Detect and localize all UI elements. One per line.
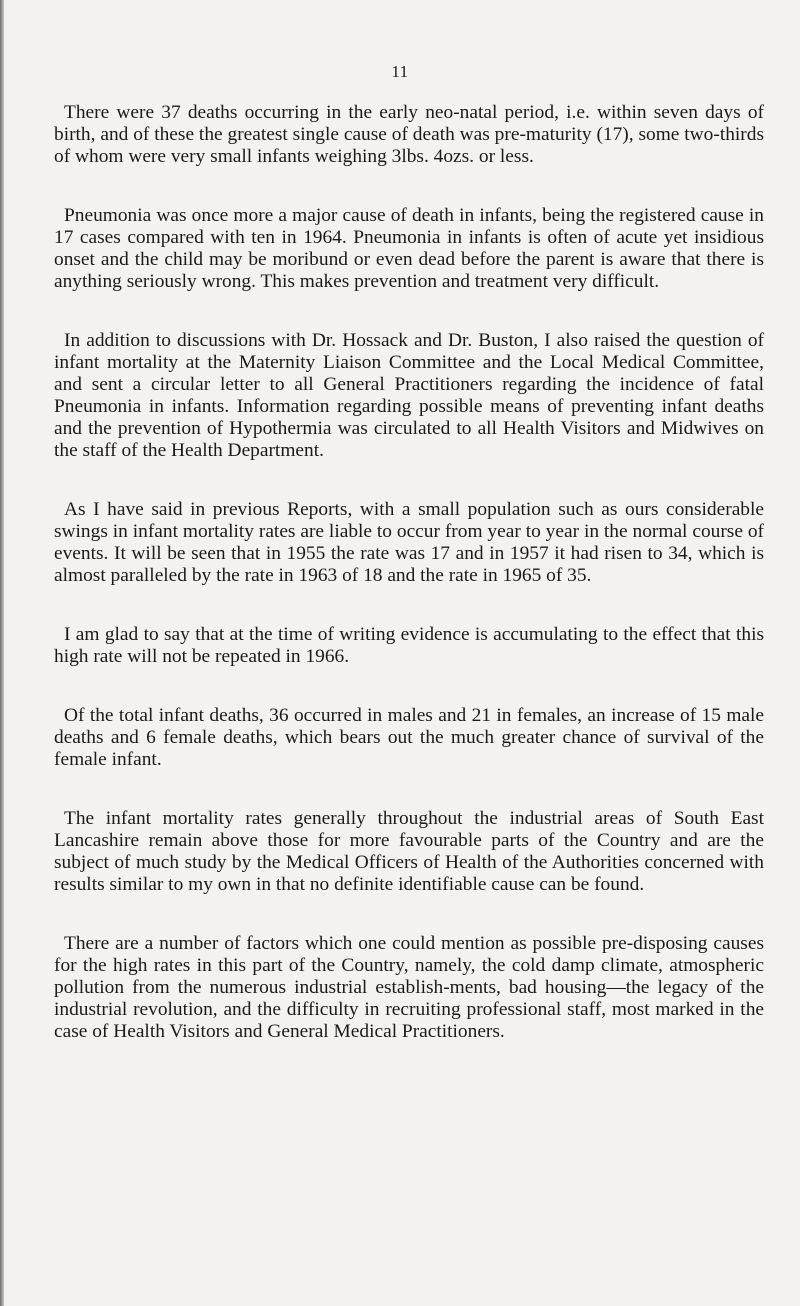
paragraph-predisposing-factors: There are a number of factors which one could mention as possible pre-disposing causes for the high rates in this part of the Country, namely, the cold damp climate, atmospheric pollution from the numerous industrial establish-ments, bad housing—the legacy of the industrial revolution, and the difficulty in recruiting professional staff, most marked in the case of Health Visitors and General Medical Practitioners. [54,933,764,1042]
paragraph-mortality-swings: As I have said in previous Reports, with a small population such as ours considerable swings in infant mortality rates are liable to occur from year to year in the normal course of events. It will be seen that in 1955 the rate was 17 and in 1957 it had risen to 34, which is almost paralleled by the rate in 1963 of 18 and the rate in 1965 of 35. [54,499,764,586]
document-body [54,102,764,1080]
page-number: 11 [391,62,409,81]
paragraph-pneumonia: Pneumonia was once more a major cause of death in infants, being the registered cause in 17 cases compared with ten in 1964. Pneumonia in infants is often of acute yet insidious onset and the child may be moribund or even dead before the parent is aware that there is anything seriously wrong. This makes prevention and treatment very difficult. [54,205,764,292]
paragraph-1966-outlook: I am glad to say that at the time of writing evidence is accumulating to the effect that this high rate will not be repeated in 1966. [54,624,764,667]
paragraph-neonatal-deaths: There were 37 deaths occurring in the early neo-natal period, i.e. within seven days of birth, and of these the greatest single cause of death was pre-maturity (17), some two-thirds of whom were very small infants weighing 3lbs. 4ozs. or less. [54,102,764,167]
page-edge-shadow [0,0,4,1306]
paragraph-committee-discussions: In addition to discussions with Dr. Hossack and Dr. Buston, I also raised the question of infant mortality at the Maternity Liaison Committee and the Local Medical Committee, and sent a circular letter to all General Practitioners regarding the incidence of fatal Pneumonia in infants. Information regarding possible means of preventing infant deaths and the prevention of Hypothermia was circulated to all Health Visitors and Midwives on the staff of the Health Department. [54,330,764,461]
paragraph-industrial-areas: The infant mortality rates generally throughout the industrial areas of South East Lancashire remain above those for more favourable parts of the Country and are the subject of much study by the Medical Officers of Health of the Authorities concerned with results similar to my own in that no definite identifiable cause can be found. [54,808,764,895]
paragraph-male-female-deaths: Of the total infant deaths, 36 occurred in males and 21 in females, an increase of 15 male deaths and 6 female deaths, which bears out the much greater chance of survival of the female infant. [54,705,764,770]
